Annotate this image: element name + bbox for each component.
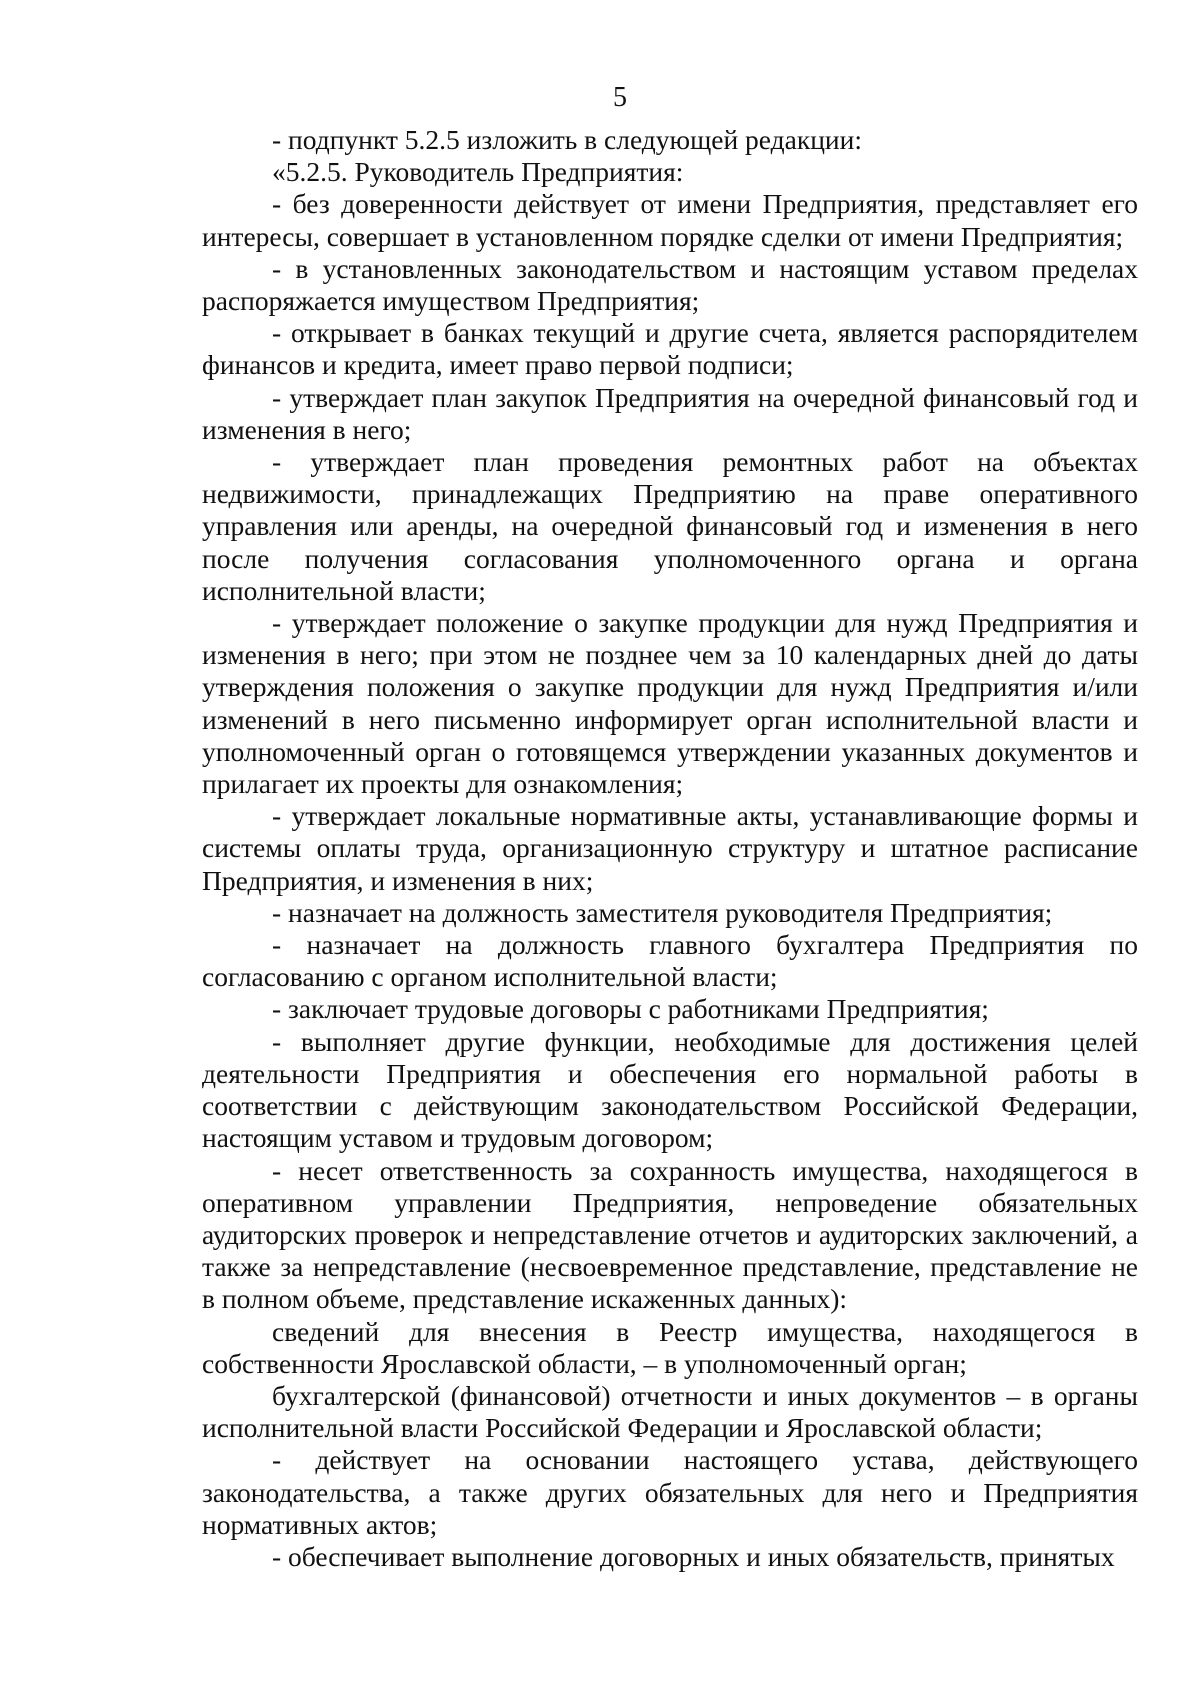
paragraph: - обеспечивает выполнение договорных и иных обязательств, принятых [272, 1540, 1115, 1572]
paragraph: - назначает на должность заместителя руководителя Предприятия; [272, 896, 1053, 928]
paragraph: сведений для внесения в Реестр имущества, находящегося в собственности Ярославской области, – в уполномоченный орган; [202, 1315, 1138, 1379]
paragraph: - выполняет другие функции, необходимые для достижения целей деятельности Предприятия и обеспечения его нормальной работы в соответствии с действующим законодательством Российской Федерации, настоящим уставом и трудовым договором; [202, 1025, 1138, 1154]
paragraph: - утверждает положение о закупке продукции для нужд Предприятия и изменения в него; при этом не позднее чем за 10 календарных дней до даты утверждения положения о закупке продукции для нужд Предприятия и/или изменений в него письменно информирует орган исполнительной власти и уполномоченный орган о готовящемся утверждении указанных документов и прилагает их проекты для ознакомления; [202, 607, 1138, 800]
page-number: 5 [613, 82, 627, 113]
paragraph: - утверждает план проведения ремонтных работ на объектах недвижимости, принадлежащих Предприятию на праве оперативного управления или аренды, на очередной финансовый год и изменения в него после получения согласования уполномоченного органа и органа исполнительной власти; [202, 446, 1138, 606]
paragraph: - утверждает локальные нормативные акты, устанавливающие формы и системы оплаты труда, организационную структуру и штатное расписание Предприятия, и изменения в них; [202, 800, 1138, 896]
paragraph: - без доверенности действует от имени Предприятия, представляет его интересы, совершает в установленном порядке сделки от имени Предприятия; [202, 188, 1138, 252]
paragraph: - в установленных законодательством и настоящим уставом пределах распоряжается имуществом Предприятия; [202, 252, 1138, 317]
paragraph: - несет ответственность за сохранность имущества, находящегося в оперативном управлении Предприятия, непроведение обязательных аудиторских проверок и непредставление отчетов и аудиторских заключений, а также за непредставление (несвоевременное представление, представление не в полном объеме, представление искаженных данных): [202, 1154, 1138, 1315]
paragraph: - назначает на должность главного бухгалтера Предприятия по согласованию с органом исполнительной власти; [202, 929, 1138, 993]
paragraph: - заключает трудовые договоры с работниками Предприятия; [272, 993, 989, 1025]
paragraph: - действует на основании настоящего устава, действующего законодательства, а также других обязательных для него и Предприятия нормативных актов; [202, 1444, 1138, 1540]
paragraph: - утверждает план закупок Предприятия на очередной финансовый год и изменения в него; [202, 381, 1138, 445]
paragraph: бухгалтерской (финансовой) отчетности и иных документов – в органы исполнительной власти Российской Федерации и Ярославской области; [202, 1379, 1138, 1444]
paragraph: «5.2.5. Руководитель Предприятия: [272, 156, 684, 188]
paragraph: - открывает в банках текущий и другие счета, является распорядителем финансов и кредита, имеет право первой подписи; [202, 317, 1138, 381]
document-body [202, 124, 1138, 1573]
paragraph: - подпункт 5.2.5 изложить в следующей редакции: [272, 124, 863, 155]
